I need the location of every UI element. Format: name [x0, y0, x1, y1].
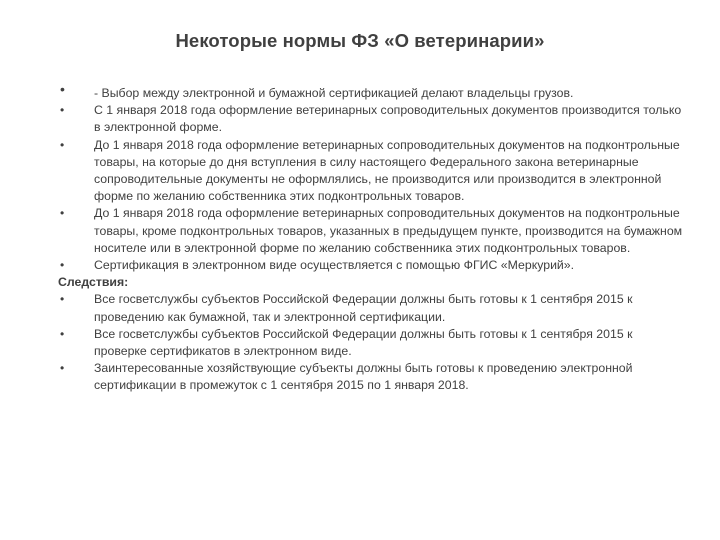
- consequence-item: [58, 360, 683, 394]
- bullet-icon: •: [60, 258, 65, 273]
- consequence-item-text: Заинтересованные хозяйствующие субъекты должны быть готовы к проведению электронной сертификации в промежуток с 1 сентября 2015 по 1 января 2018.: [94, 361, 633, 393]
- bullet-icon: •: [60, 137, 65, 152]
- consequences-heading: Следствия:: [58, 275, 129, 290]
- list-item: [58, 81, 683, 102]
- list-item: [58, 102, 683, 136]
- bullet-icon: •: [60, 361, 65, 376]
- list-item-text: - Выбор между электронной и бумажной сертификацией делают владельцы грузов.: [94, 86, 574, 100]
- list-item-text: До 1 января 2018 года оформление ветеринарных сопроводительных документов на подконтрольные товары, на которые до дня вступления в силу настоящего Федерального закона ветеринарные сопроводительные документы не оформлялись, не производится или производится в электронной форме по желанию собственника этих подконтрольных товаров.: [94, 137, 680, 204]
- list-item-text: Сертификация в электронном виде осуществляется с помощью ФГИС «Меркурий».: [94, 258, 575, 273]
- slide-content: [58, 81, 683, 395]
- list-item: [58, 257, 683, 274]
- list-item: [58, 137, 683, 206]
- consequence-item: [58, 326, 683, 360]
- consequence-item-text: Все госветслужбы субъектов Российской Федерации должны быть готовы к 1 сентября 2015 к проверке сертификатов в электронном виде.: [94, 326, 633, 359]
- list-item: [58, 205, 683, 257]
- bullet-icon: •: [60, 206, 65, 221]
- consequence-item: [58, 291, 683, 325]
- bullet-icon: •: [60, 292, 65, 307]
- consequence-item-text: Все госветслужбы субъектов Российской Федерации должны быть готовы к 1 сентября 2015 к проведению как бумажной, так и электронной сертификации.: [94, 292, 633, 324]
- bullet-icon: •: [60, 81, 65, 97]
- bullet-icon: •: [60, 103, 65, 118]
- slide-title: Некоторые нормы ФЗ «О ветеринарии»: [175, 30, 545, 51]
- bullet-icon: •: [60, 326, 65, 341]
- list-item-text: До 1 января 2018 года оформление ветеринарных сопроводительных документов на подконтрольные товары, кроме подконтрольных товаров, указанных в предыдущем пункте, производится на бумажном носителе или в электронной форме по желанию собственника этих подконтрольных товаров.: [94, 206, 683, 255]
- list-item-text: С 1 января 2018 года оформление ветеринарных сопроводительных документов производится только в электронной форме.: [94, 103, 682, 135]
